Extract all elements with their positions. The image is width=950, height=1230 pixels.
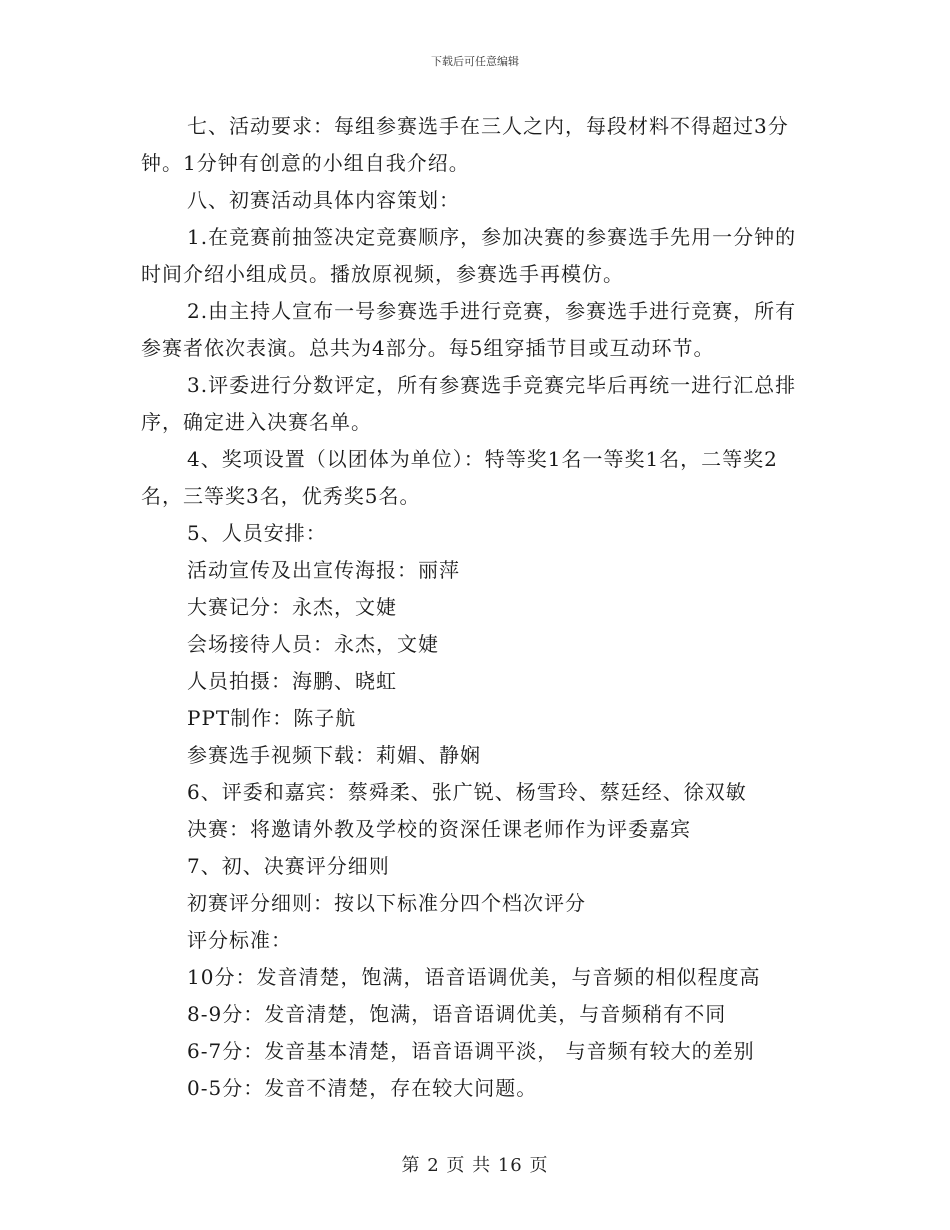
paragraph-criteria-6-7: 6-7分：发音基本清楚，语音语调平淡， 与音频有较大的差别 <box>187 1039 755 1063</box>
paragraph-staff-ppt: PPT制作：陈子航 <box>187 706 357 730</box>
paragraph-plan-item-1: 1.在竞赛前抽签决定竞赛顺序，参加决赛的参赛选手先用一分钟的时间介绍小组成员。播放原视频，参赛选手再模仿。 <box>141 225 797 286</box>
page-footer: 第 2 页 共 16 页 <box>401 1155 549 1176</box>
paragraph-staff-publicity: 活动宣传及出宣传海报：丽萍 <box>187 558 460 582</box>
paragraph-plan-item-3: 3.评委进行分数评定，所有参赛选手竞赛完毕后再统一进行汇总排序，确定进入决赛名单。 <box>141 373 797 434</box>
paragraph-criteria-0-5: 0-5分：发音不清楚，存在较大问题。 <box>187 1076 538 1100</box>
paragraph-final-judges: 决赛：将邀请外教及学校的资深任课老师作为评委嘉宾 <box>187 817 691 841</box>
paragraph-activity-requirements: 七、活动要求：每组参赛选手在三人之内，每段材料不得超过3分钟。1分钟有创意的小组自我介绍。 <box>141 114 789 175</box>
page-header: 下载后可任意编辑 <box>431 55 519 68</box>
paragraph-awards: 4、奖项设置（以团体为单位）：特等奖1名一等奖1名，二等奖2名，三等奖3名，优秀奖5名。 <box>141 447 778 508</box>
paragraph-criteria-heading: 评分标准： <box>187 928 292 952</box>
paragraph-criteria-8-9: 8-9分：发音清楚，饱满，语音语调优美，与音频稍有不同 <box>187 1002 727 1026</box>
paragraph-staff-reception: 会场接待人员：永杰，文婕 <box>187 632 439 656</box>
paragraph-staff-scoring: 大赛记分：永杰，文婕 <box>187 595 397 619</box>
paragraph-staff-photography: 人员拍摄：海鹏、晓虹 <box>187 669 397 693</box>
document-body <box>141 108 809 1107</box>
paragraph-preliminary-scoring: 初赛评分细则：按以下标准分四个档次评分 <box>187 891 586 915</box>
paragraph-scoring-heading: 7、初、决赛评分细则 <box>187 854 390 878</box>
paragraph-judges: 6、评委和嘉宾：蔡舜柔、张广锐、杨雪玲、蔡廷经、徐双敏 <box>187 780 747 804</box>
paragraph-plan-item-2: 2.由主持人宣布一号参赛选手进行竞赛，参赛选手进行竞赛，所有参赛者依次表演。总共为4部分。每5组穿插节目或互动环节。 <box>141 299 797 360</box>
paragraph-preliminary-plan-heading: 八、初赛活动具体内容策划： <box>187 188 460 212</box>
paragraph-staff-heading: 5、人员安排： <box>187 521 327 545</box>
paragraph-criteria-10: 10分：发音清楚，饱满，语音语调优美，与音频的相似程度高 <box>187 965 761 989</box>
paragraph-staff-video: 参赛选手视频下载：莉媚、静娴 <box>187 743 481 767</box>
